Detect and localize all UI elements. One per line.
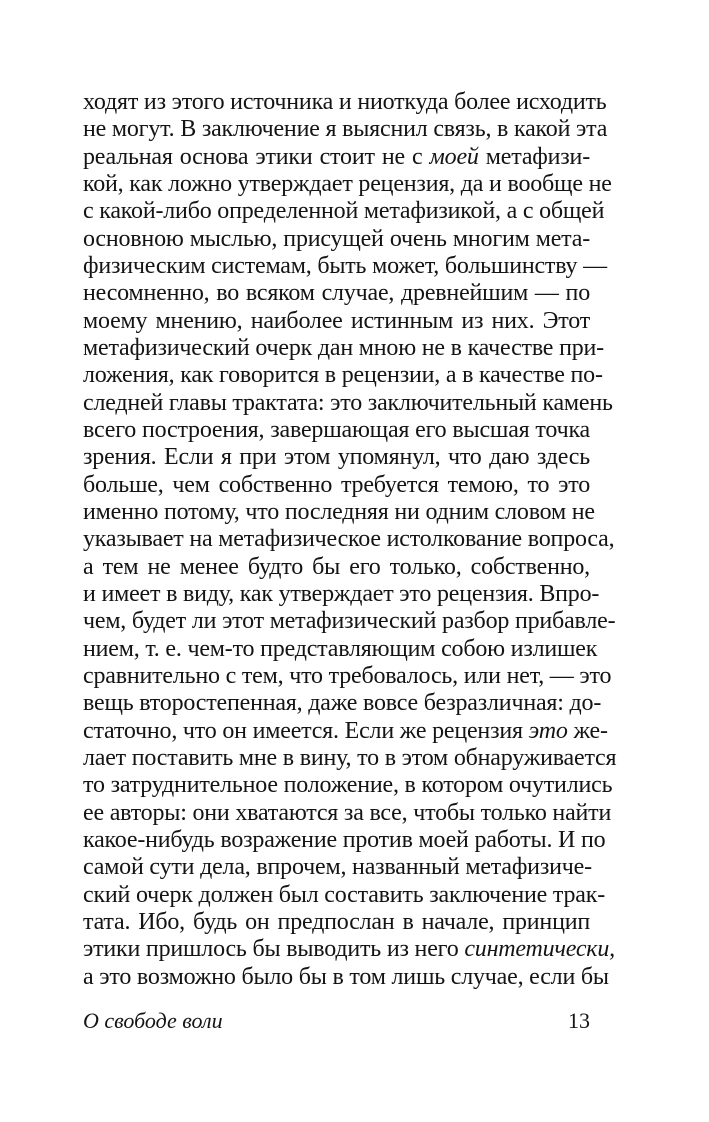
text-line: всего построения, завершающая его высшая точка — [83, 416, 590, 443]
text-segment: же- — [567, 717, 608, 744]
text-line: ходят из этого источника и ниоткуда более исходить — [83, 89, 607, 115]
text-line: какое-нибудь возражение против моей работы. И по — [83, 826, 606, 853]
text-line: кой, как ложно утверждает рецензия, да и вообще не — [83, 170, 612, 197]
text-line: а тем не менее будто бы его только, собственно, — [83, 553, 590, 580]
text-line: тата. Ибо, будь он предпослан в начале, принцип — [83, 908, 590, 935]
text-line: а это возможно было бы в том лишь случае, если бы — [83, 963, 609, 990]
text-segment: реальная основа этики стоит не с — [83, 143, 430, 170]
text-line: физическим системам, быть может, большинству — — [83, 252, 607, 279]
text-line — [83, 717, 608, 745]
text-line: самой сути дела, впрочем, названный метафизиче- — [83, 854, 592, 881]
text-segment: метафизи- — [478, 143, 590, 170]
italic-emphasis: моей — [429, 143, 479, 170]
running-title: О свободе воли — [83, 1008, 223, 1033]
text-line: то затруднительное положение, в котором очутились — [83, 772, 613, 799]
text-line: моему мнению, наиболее истинным из них. Этот — [83, 307, 590, 334]
text-line: метафизический очерк дан мною не в качестве при- — [83, 334, 604, 361]
text-line: зрения. Если я при этом упомянул, что даю здесь — [83, 444, 590, 471]
text-line: указывает на метафизическое истолкование вопроса, — [83, 526, 615, 553]
italic-emphasis: это — [528, 717, 568, 744]
page-number: 13 — [568, 1008, 590, 1033]
text-line: сравнительно с тем, что требовалось, или нет, — это — [83, 662, 612, 689]
page-footer — [83, 1006, 590, 1036]
text-line: не могут. В заключение я выяснил связь, в какой эта — [83, 116, 608, 143]
text-line: лает поставить мне в вину, то в этом обнаруживается — [83, 744, 617, 771]
text-line: больше, чем собственно требуется темою, то это — [83, 471, 590, 498]
text-line: основною мыслью, присущей очень многим мета- — [83, 225, 590, 252]
text-line: именно потому, что последняя ни одним словом не — [83, 498, 595, 525]
text-line: с какой-либо определенной метафизикой, а с общей — [83, 198, 605, 225]
text-line: несомненно, во всяком случае, древнейшим — по — [83, 280, 590, 307]
text-line: ее авторы: они хватаются за все, чтобы только найти — [83, 799, 612, 826]
text-line: ложения, как говорится в рецензии, а в качестве по- — [83, 362, 603, 389]
text-line: и имеет в виду, как утверждает это рецензия. Впро- — [83, 580, 600, 607]
text-line — [83, 936, 615, 963]
text-line: ский очерк должен был составить заключение трак- — [83, 881, 605, 908]
text-segment: статочно, что он имеется. Если же рецензия — [83, 717, 529, 744]
text-line: следней главы трактата: это заключительный камень — [83, 389, 613, 416]
body-text — [83, 89, 617, 991]
text-line: вещь второстепенная, даже вовсе безразличная: до- — [83, 690, 602, 717]
text-line: чем, будет ли этот метафизический разбор прибавле- — [83, 608, 616, 635]
italic-emphasis: синтетически, — [464, 936, 615, 963]
text-line — [83, 144, 590, 171]
text-line: нием, т. е. чем-то представляющим собою излишек — [83, 635, 598, 662]
text-segment: этики пришлось бы выводить из него — [83, 936, 465, 963]
